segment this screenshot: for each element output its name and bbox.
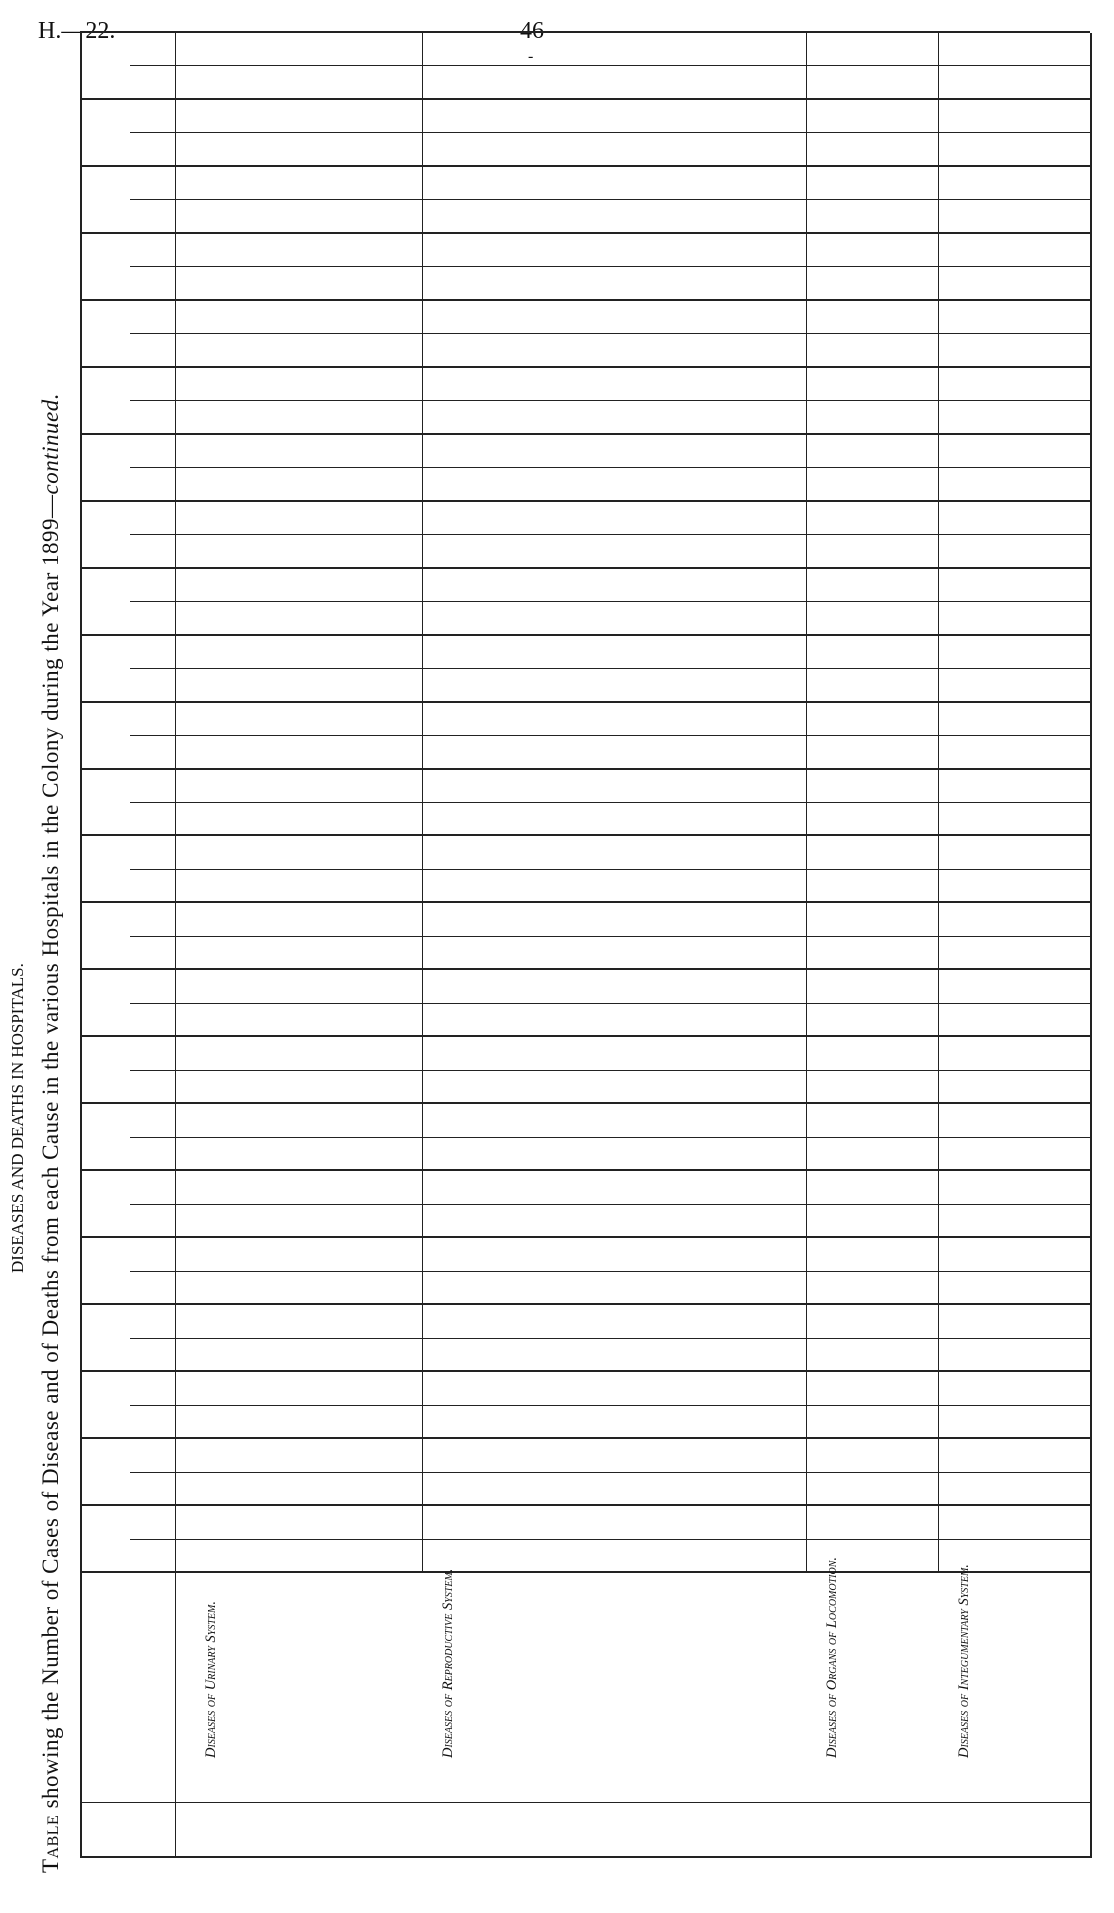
total-rule bbox=[806, 33, 807, 1573]
title-main: showing the Number of Cases of Disease and of Deaths from each Cause in the various Hospitals in the Colony during the Year 1899— bbox=[38, 494, 63, 1815]
subcol-rule bbox=[130, 65, 1090, 66]
order-heading-title: Diseases of Urinary System. bbox=[203, 1601, 219, 1758]
table-title bbox=[38, 393, 64, 1873]
subcol-rule bbox=[130, 668, 1090, 669]
table-head-rule bbox=[175, 33, 176, 1858]
order-heading-title: Diseases of Reproductive System. bbox=[440, 1568, 456, 1758]
order-heading bbox=[956, 1564, 973, 1758]
subcol-rule bbox=[130, 1070, 1090, 1071]
page-number: 46 bbox=[520, 18, 544, 44]
subcol-rule bbox=[130, 1204, 1090, 1205]
page-code: H.—22. bbox=[38, 18, 116, 44]
subcol-rule bbox=[130, 1539, 1090, 1540]
subcol-rule bbox=[130, 869, 1090, 870]
table-subtitle: DISEASES AND DEATHS IN HOSPITALS. bbox=[8, 963, 27, 1273]
title-prefix: Table bbox=[38, 1814, 63, 1873]
subcol-rule bbox=[130, 400, 1090, 401]
subcol-rule bbox=[130, 936, 1090, 937]
order-heading bbox=[824, 1557, 841, 1758]
subcol-rule bbox=[130, 467, 1090, 468]
subcol-rule bbox=[130, 1137, 1090, 1138]
subcol-rule bbox=[130, 132, 1090, 133]
subcol-rule bbox=[130, 333, 1090, 334]
order-heading-title: Diseases of Integumentary System. bbox=[956, 1564, 972, 1758]
subcol-rule bbox=[130, 534, 1090, 535]
order-heading bbox=[440, 1569, 457, 1758]
subcol-rule bbox=[130, 1405, 1090, 1406]
subcol-rule bbox=[130, 1338, 1090, 1339]
subcol-rule bbox=[130, 802, 1090, 803]
table-left-rule bbox=[80, 1856, 1090, 1858]
subcol-rule bbox=[130, 199, 1090, 200]
class-col-rule bbox=[80, 1802, 1090, 1803]
order-heading-title: Diseases of Organs of Locomotion. bbox=[824, 1556, 840, 1758]
table-bottom-rule bbox=[1090, 33, 1092, 1858]
subcol-rule bbox=[130, 735, 1090, 736]
page-mark: - bbox=[528, 48, 534, 65]
total-rule bbox=[938, 33, 939, 1573]
subcol-rule bbox=[130, 601, 1090, 602]
subcol-rule bbox=[130, 266, 1090, 267]
subcol-rule bbox=[130, 1472, 1090, 1473]
total-rule bbox=[422, 33, 423, 1573]
order-heading bbox=[203, 1601, 220, 1758]
subcol-rule bbox=[130, 1003, 1090, 1004]
subcol-rule bbox=[130, 1271, 1090, 1272]
title-suffix: continued. bbox=[38, 393, 63, 495]
table-top-rule bbox=[80, 33, 82, 1858]
